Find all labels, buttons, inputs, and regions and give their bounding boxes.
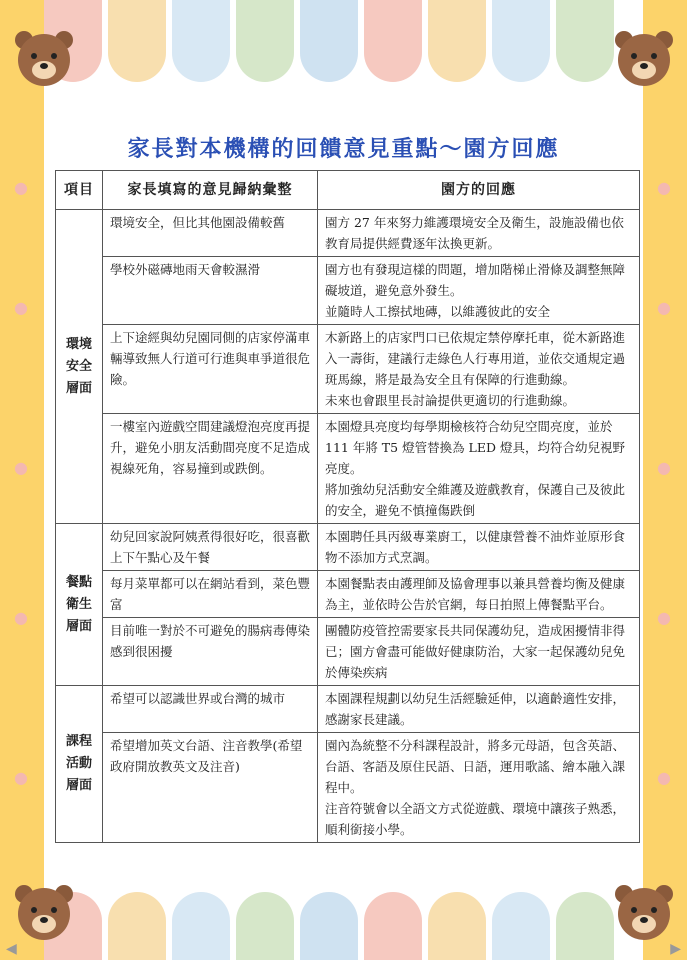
opinion-cell: 希望增加英文台語、注音教學(希望政府開放教英文及注音) — [103, 733, 318, 843]
paw-icon: ● — [657, 458, 671, 477]
table-row — [56, 524, 640, 571]
decor-arch — [364, 892, 422, 960]
prev-page-icon[interactable]: ◀ — [6, 941, 17, 957]
response-paragraph: 本園聘任具丙級專業廚工，以健康營養不油炸並原形食物不添加方式烹調。 — [325, 529, 626, 565]
table-row — [56, 210, 640, 257]
response-paragraph: 並隨時人工擦拭地磚，以維護彼此的安全 — [325, 304, 551, 319]
table-header-row — [56, 171, 640, 210]
feedback-table — [55, 170, 640, 843]
decor-arch — [236, 0, 294, 82]
decor-arch — [300, 892, 358, 960]
opinion-cell: 上下途經與幼兒園同側的店家停滿車輛導致無人行道可行進與車爭道很危險。 — [103, 325, 318, 414]
paw-icon: ● — [14, 178, 28, 197]
decor-arch — [428, 892, 486, 960]
response-paragraph: 注音符號會以全語文方式從遊戲、環境中讓孩子熟悉，順利銜接小學。 — [325, 801, 626, 837]
page-title: 家長對本機構的回饋意見重點～園方回應 — [127, 136, 560, 162]
paw-icon: ● — [657, 178, 671, 197]
response-paragraph: 未來也會跟里長討論提供更適切的行進動線。 — [325, 393, 576, 408]
response-paragraph: 園方 27 年來努力維護環境安全及衛生，設施設備也依教育局提供經費逐年汰換更新。 — [325, 215, 624, 251]
paw-icon: ● — [657, 608, 671, 627]
decor-arch — [492, 892, 550, 960]
bear-icon — [12, 880, 76, 944]
category-cell: 課程 活動 層面 — [56, 686, 103, 843]
table-row — [56, 257, 640, 325]
header-response: 園方的回應 — [318, 171, 640, 210]
response-paragraph: 本園課程規劃以幼兒生活經驗延伸，以適齡適性安排，感謝家長建議。 — [325, 691, 626, 727]
response-paragraph: 將加強幼兒活動安全維護及遊戲教育，保護自己及彼此的安全，避免不慎撞傷跌倒 — [325, 482, 626, 518]
response-cell — [318, 571, 640, 618]
next-page-icon[interactable]: ▶ — [670, 941, 681, 957]
bear-icon — [12, 26, 76, 90]
decor-arch — [108, 0, 166, 82]
decor-arch — [236, 892, 294, 960]
category-cell: 環境 安全 層面 — [56, 210, 103, 524]
paw-icon: ● — [14, 608, 28, 627]
paw-icon: ● — [657, 768, 671, 787]
decor-arch — [556, 0, 614, 82]
response-paragraph: 本園燈具亮度均每學期檢核符合幼兒空間亮度，並於 111 年將 T5 燈管替換為 LED 燈具，均符合幼兒視野亮度。 — [325, 419, 625, 476]
paw-icon: ● — [14, 768, 28, 787]
opinion-cell: 學校外磁磚地雨天會較濕滑 — [103, 257, 318, 325]
response-paragraph: 團體防疫管控需要家長共同保護幼兒，造成困擾情非得已；園方會盡可能做好健康防治，大家一起保護幼兒免於傳染疾病 — [325, 623, 626, 680]
response-cell — [318, 524, 640, 571]
response-cell — [318, 257, 640, 325]
table-row — [56, 686, 640, 733]
paw-icon: ● — [14, 298, 28, 317]
decor-arch — [492, 0, 550, 82]
table-row — [56, 571, 640, 618]
opinion-cell: 環境安全，但比其他園設備較舊 — [103, 210, 318, 257]
response-cell — [318, 618, 640, 686]
decor-arch — [172, 892, 230, 960]
header-opinion: 家長填寫的意見歸納彙整 — [103, 171, 318, 210]
response-cell — [318, 686, 640, 733]
decor-arch — [108, 892, 166, 960]
opinion-cell: 目前唯一對於不可避免的腸病毒傳染感到很困擾 — [103, 618, 318, 686]
header-category: 項目 — [56, 171, 103, 210]
decor-arch — [556, 892, 614, 960]
table-row — [56, 618, 640, 686]
opinion-cell: 幼兒回家說阿姨煮得很好吃，很喜歡上下午點心及午餐 — [103, 524, 318, 571]
opinion-cell: 希望可以認識世界或台灣的城市 — [103, 686, 318, 733]
response-paragraph: 本園餐點表由護理師及協會理事以兼具營養均衡及健康為主，並依時公告於官網，每日拍照上傳餐點平台。 — [325, 576, 626, 612]
table-row — [56, 414, 640, 524]
paw-icon: ● — [14, 458, 28, 477]
decor-arch — [300, 0, 358, 82]
response-cell — [318, 210, 640, 257]
response-paragraph: 園內為統整不分科課程設計，將多元母語，包含英語、台語、客語及原住民語、日語，運用歌謠、繪本融入課程中。 — [325, 738, 626, 795]
table-row — [56, 733, 640, 843]
bear-icon — [612, 880, 676, 944]
category-cell: 餐點 衛生 層面 — [56, 524, 103, 686]
decor-arch — [428, 0, 486, 82]
response-paragraph: 木新路上的店家門口已依規定禁停摩托車，從木新路進入一壽街，建議行走綠色人行專用道，並依交通規定過斑馬線，將是最為安全且有保障的行進動線。 — [325, 330, 626, 387]
response-paragraph: 園方也有發現這樣的問題，增加階梯止滑條及調整無障礙坡道，避免意外發生。 — [325, 262, 626, 298]
response-cell — [318, 733, 640, 843]
table-row — [56, 325, 640, 414]
opinion-cell: 一樓室內遊戲空間建議燈泡亮度再提升，避免小朋友活動間亮度不足造成視線死角，容易撞到或跌倒。 — [103, 414, 318, 524]
bear-icon — [612, 26, 676, 90]
opinion-cell: 每月菜單都可以在網站看到，菜色豐富 — [103, 571, 318, 618]
paw-icon: ● — [657, 298, 671, 317]
response-cell — [318, 414, 640, 524]
decor-arch — [172, 0, 230, 82]
response-cell — [318, 325, 640, 414]
decor-arch — [364, 0, 422, 82]
